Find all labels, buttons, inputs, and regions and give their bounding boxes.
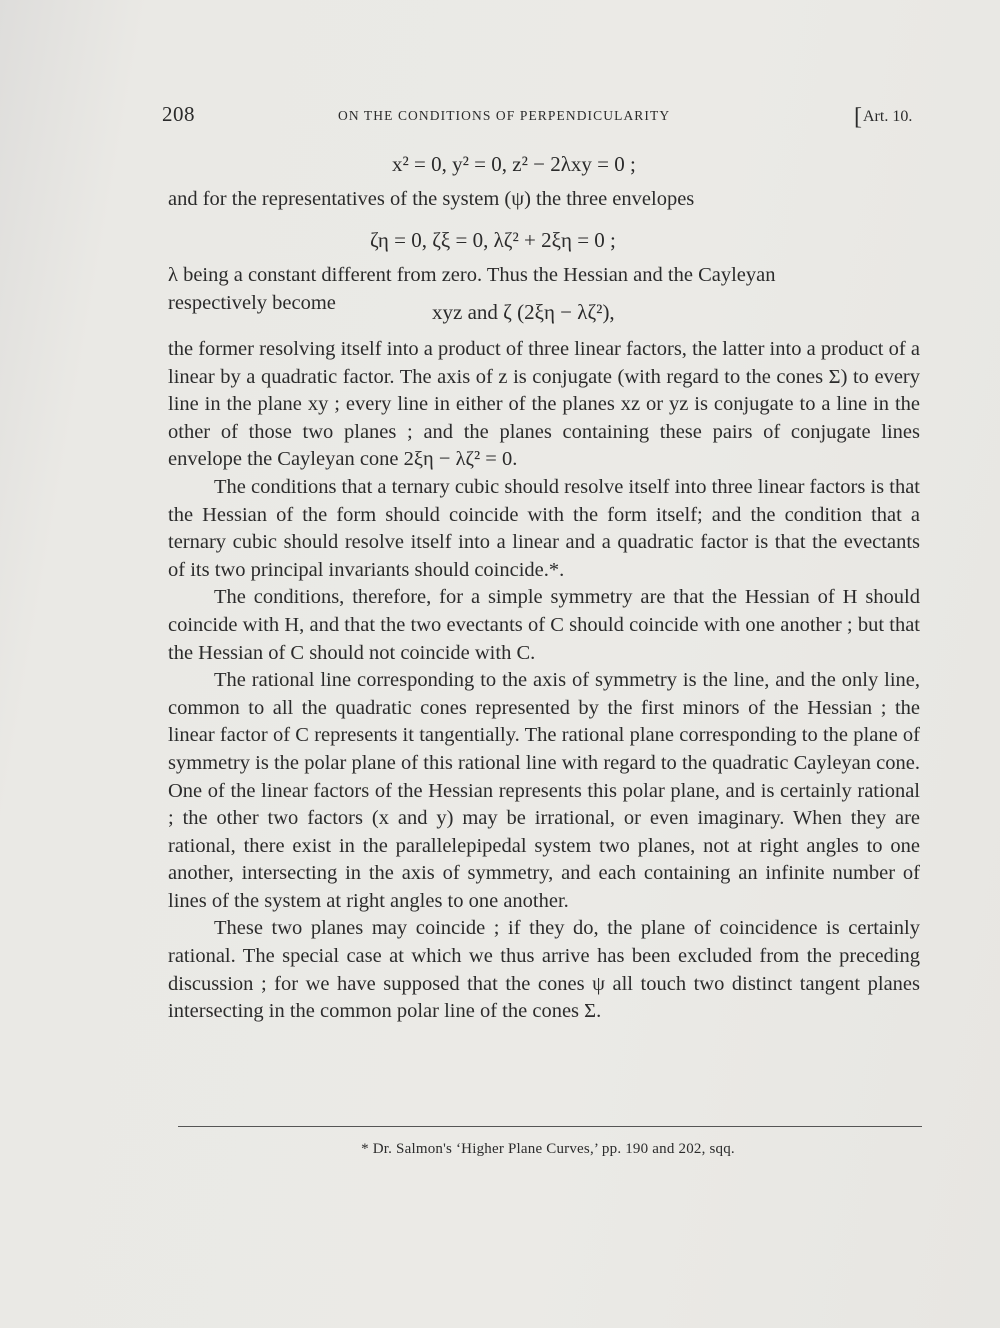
paragraph-2a: λ being a constant different from zero. Thus the Hessian and the Cayleyan xyxy=(168,264,776,286)
paragraph-2b: respectively become xyxy=(168,291,336,314)
paragraph-1-block xyxy=(168,186,920,214)
section-reference xyxy=(854,104,912,131)
section-reference-label: Art. 10. xyxy=(863,108,913,125)
page-number: 208 xyxy=(162,102,195,126)
paragraph-5: The conditions, therefore, for a simple symmetry are that the Hessian of H should coincide with H, and that the two evectants of C should coincide with one another ; but that the Hessian of C should not coincide with C. xyxy=(168,586,920,664)
bracket-glyph: [ xyxy=(854,104,862,130)
equation-2: ζη = 0, ζξ = 0, λζ² + 2ξη = 0 ; xyxy=(370,228,616,252)
page-header xyxy=(162,102,922,132)
footnote-rule xyxy=(178,1126,922,1127)
paragraph-6: The rational line corresponding to the axis of symmetry is the line, and the only line, common to all the quadratic cones represented by the first minors of the Hessian ; the linear factor of C represents it tangentially. The rational plane corresponding to the plane of symmetry is the polar plane of this rational line with regard to the quadratic Cayleyan cone. One of the linear factors of the Hessian represents this polar plane, and is certainly rational ; the other two factors (x and y) may be irrational, or even imaginary. When they are rational, there exist in the parallelepipedal system two planes, not at right angles to one another, intersecting in the axis of symmetry, and each containing an infinite number of lines of the system at right angles to one another. xyxy=(168,669,920,912)
paragraph-1: and for the representatives of the system (ψ) the three envelopes xyxy=(168,188,695,210)
paragraph-3: the former resolving itself into a product of three linear factors, the latter into a product of a linear by a quadratic factor. The axis of z is conjugate (with regard to the cones Σ) to every line in the plane xy ; every line in either of the planes xz or yz is conjugate to a line in the other of those two planes ; and the planes containing these pairs of conjugate lines envelope the Cayleyan cone 2ξη − λζ² = 0. xyxy=(168,338,920,471)
footnote xyxy=(0,1141,1000,1158)
footnote-text: * Dr. Salmon's ‘Higher Plane Curves,’ pp. 190 and 202, sqq. xyxy=(361,1141,735,1157)
paragraph-4: The conditions that a ternary cubic should resolve itself into three linear factors is that the Hessian of the form should coincide with the form itself; and the condition that a ternary cubic should resolve itself into a linear and a quadratic factor is that the evectants of its two principal invariants should coincide.*. xyxy=(168,475,920,581)
main-text xyxy=(168,336,920,1026)
equation-1: x² = 0, y² = 0, z² − 2λxy = 0 ; xyxy=(392,152,636,176)
running-title: ON THE CONDITIONS OF PERPENDICULARITY xyxy=(338,108,671,123)
paragraph-7: These two planes may coincide ; if they do, the plane of coincidence is certainly rational. The special case at which we thus arrive has been excluded from the preceding discussion ; for we have supposed that the cones ψ all touch two distinct tangent planes intersecting in the common polar line of the cones Σ. xyxy=(168,917,920,1023)
equation-3: xyz and ζ (2ξη − λζ²), xyxy=(432,300,615,324)
